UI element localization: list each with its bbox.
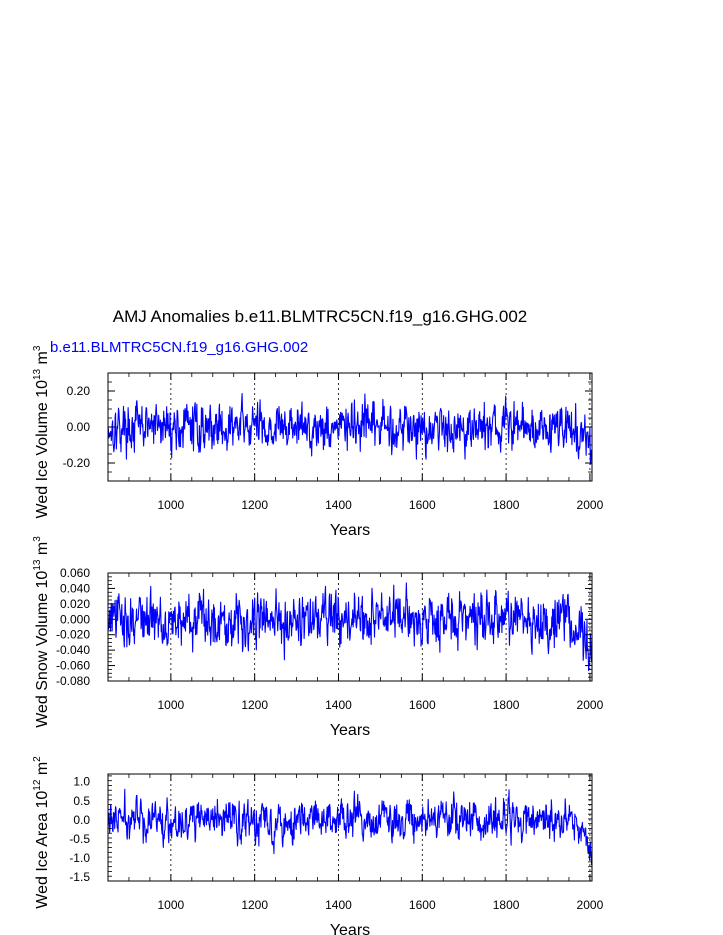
x-axis-label: Years: [329, 522, 371, 539]
panel-2: [32, 536, 604, 739]
y-tick-label: -0.060: [55, 658, 90, 673]
x-tick-label: 2000: [576, 698, 604, 712]
x-tick-label: 2000: [576, 898, 604, 912]
x-tick-label: 1600: [408, 898, 436, 912]
y-tick-label: -0.040: [55, 643, 90, 658]
panels: [32, 345, 604, 935]
y-tick-label: 0.00: [66, 420, 90, 434]
x-tick-label: 1600: [408, 698, 436, 712]
y-tick-label: 0.060: [59, 566, 90, 580]
x-tick-label: 1000: [157, 698, 185, 712]
x-tick-label: 1000: [157, 498, 185, 512]
series-line: [108, 583, 592, 671]
x-tick-label: 1400: [325, 898, 352, 912]
x-tick-label: 1400: [325, 698, 352, 712]
y-tick-label: -0.020: [55, 627, 90, 642]
x-axis-label: Years: [329, 922, 371, 935]
x-tick-label: 1200: [241, 698, 269, 712]
y-tick-label: -0.080: [55, 674, 90, 688]
series-line: [108, 789, 592, 864]
series-line: [108, 393, 592, 464]
y-tick-label: -1.0: [69, 851, 90, 866]
x-tick-label: 1400: [325, 498, 352, 512]
y-tick-label: -0.5: [69, 831, 90, 846]
x-tick-label: 1800: [492, 698, 520, 712]
y-tick-label: 0.020: [59, 596, 90, 611]
y-tick-label: 1.0: [73, 774, 90, 789]
x-axis-label: Years: [329, 722, 371, 739]
y-tick-label: -1.5: [69, 870, 90, 885]
x-tick-label: 1600: [408, 498, 436, 512]
x-tick-label: 1200: [241, 498, 269, 512]
x-tick-label: 2000: [576, 498, 604, 512]
x-tick-label: 1200: [241, 898, 269, 912]
x-tick-label: 1000: [157, 898, 185, 912]
y-tick-label: 0.5: [73, 793, 90, 808]
y-tick-label: -0.20: [62, 456, 90, 470]
y-axis-label: Wed Ice Volume $10^{13}$ $m^3$: [32, 345, 51, 519]
y-tick-label: 0.000: [59, 612, 90, 627]
legend-label: b.e11.BLMTRC5CN.f19_g16.GHG.002: [50, 339, 309, 356]
y-axis-label: Wed Snow Volume $10^{13}$ $m^3$: [32, 536, 51, 728]
y-tick-label: 0.040: [59, 581, 90, 596]
chart-title: AMJ Anomalies b.e11.BLMTRC5CN.f19_g16.GHG.002: [112, 307, 528, 326]
panel-3: [32, 756, 604, 935]
y-axis-label: Wed Ice Area $10^{12}$ $m^2$: [32, 756, 51, 909]
y-tick-label: 0.0: [73, 812, 90, 827]
x-tick-label: 1800: [492, 898, 520, 912]
panel-1: [32, 345, 604, 539]
y-tick-label: 0.20: [66, 384, 90, 398]
x-tick-label: 1800: [492, 498, 520, 512]
